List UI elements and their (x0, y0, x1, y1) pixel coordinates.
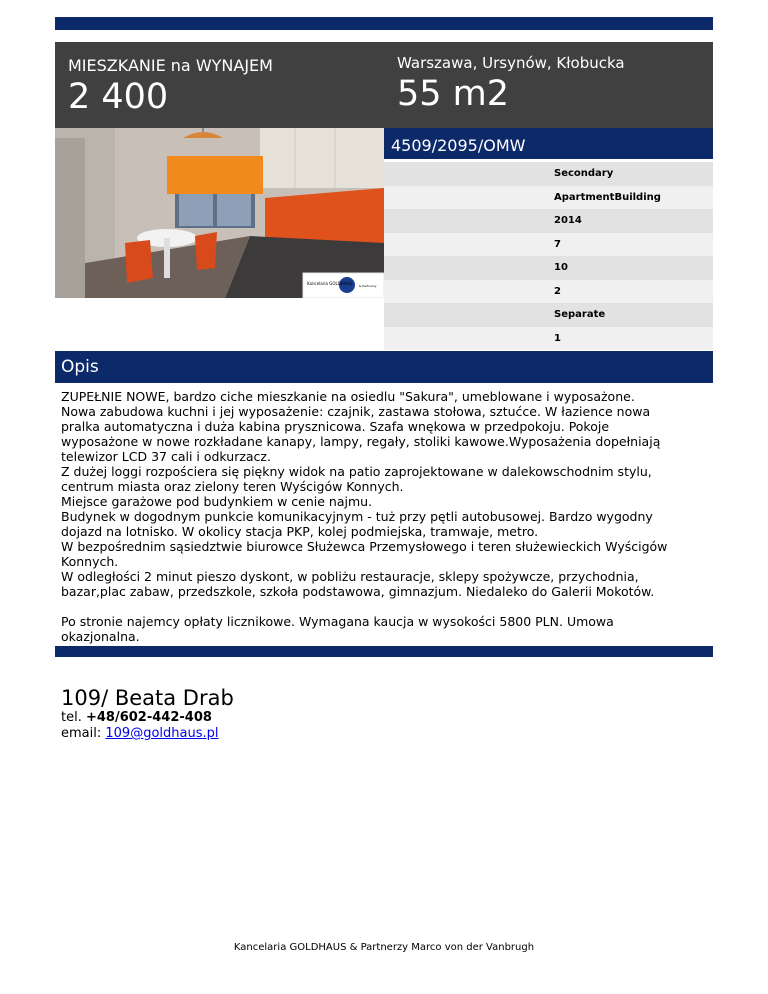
description-line: pralka automatyczna i duża kabina prysznicowa. Szafa wnękowa w przedpokoju. Pokoje (61, 419, 610, 434)
phone-label: tel. (61, 710, 82, 725)
description-line: okazjonalna. (61, 629, 140, 644)
description-line: centrum miasta oraz zielony teren Wyścigów Konnych. (61, 479, 404, 494)
property-bathrooms: 1 (384, 327, 713, 351)
description-line: Po stronie najemcy opłaty licznikowe. Wymagana kaucja w wysokości 5800 PLN. Umowa (61, 614, 614, 629)
description-line: W odległości 2 minut pieszo dyskont, w pobliżu restauracje, sklepy spożywcze, przychodnia, (61, 569, 639, 584)
paragraph-gap (61, 599, 707, 614)
agent-email-link[interactable]: 109@goldhaus.pl (105, 726, 219, 741)
property-market: Secondary (384, 162, 713, 186)
listing-header (55, 42, 713, 128)
description-text (61, 389, 707, 644)
top-decorative-bar (55, 17, 713, 30)
reference-number: 4509/2095/OMW (384, 128, 713, 159)
description-line: W bezpośrednim sąsiedztwie biurowce Służewca Przemysłowego i teren służewieckich Wyścigów (61, 539, 668, 554)
email-label: email: (61, 726, 102, 741)
description-line: Budynek w dogodnym punkcie komunikacyjnym - tuż przy pętli autobusowej. Bardzo wygodny (61, 509, 653, 524)
description-line: telewizor LCD 37 cali i odkurzacz. (61, 449, 271, 464)
description-line: bazar,plac zabaw, przedszkole, szkoła podstawowa, gimnazjum. Niedaleko do Galerii Mokotów. (61, 584, 655, 599)
photo-logo-right: & Partnerzy (359, 284, 377, 288)
apartment-photo (55, 128, 384, 298)
bottom-decorative-bar (55, 646, 713, 657)
agent-email-line (61, 726, 234, 742)
description-line: dojazd na lotnisko. W okolicy stacja PKP, kolej podmiejska, tramwaje, metro. (61, 524, 539, 539)
agent-phone-line (61, 710, 234, 726)
agent-phone[interactable]: +48/602-442-408 (85, 710, 212, 725)
description-line: Z dużej loggi rozpościera się piękny widok na patio zaprojektowane w dalekowschodnim stylu, (61, 464, 652, 479)
photo-logo-left: Kancelaria GOLDHAUS (307, 281, 353, 286)
property-rooms: 2 (384, 280, 713, 304)
description-line: Konnych. (61, 554, 119, 569)
description-line: Nowa zabudowa kuchni i jej wyposażenie: czajnik, zastawa stołowa, sztućce. W łazience nowa (61, 404, 651, 419)
page-footer: Kancelaria GOLDHAUS & Partnerzy Marco von der Vanbrugh (233, 942, 535, 953)
property-details-list (384, 162, 713, 350)
description-line: wyposażone w nowe rozkładane kanapy, lampy, regały, stoliki kawowe.Wyposażenia dopełniają (61, 434, 661, 449)
property-building-type: ApartmentBuilding (384, 186, 713, 210)
agent-name: 109/ Beata Drab (61, 686, 234, 710)
description-line: ZUPEŁNIE NOWE, bardzo ciche mieszkanie na osiedlu "Sakura", umeblowane i wyposażone. (61, 389, 635, 404)
property-kitchen-type: Separate (384, 303, 713, 327)
offer-type: MIESZKANIE na WYNAJEM (68, 56, 273, 75)
description-line: Miejsce garażowe pod budynkiem w cenie najmu. (61, 494, 373, 509)
listing-price: 2 400 (68, 77, 169, 117)
property-total-floors: 10 (384, 256, 713, 280)
agent-contact (61, 686, 234, 742)
description-heading: Opis (55, 351, 713, 383)
listing-area: 55 m2 (397, 74, 510, 114)
property-floor: 7 (384, 233, 713, 257)
listing-location: Warszawa, Ursynów, Kłobucka (397, 54, 625, 72)
property-year-built: 2014 (384, 209, 713, 233)
